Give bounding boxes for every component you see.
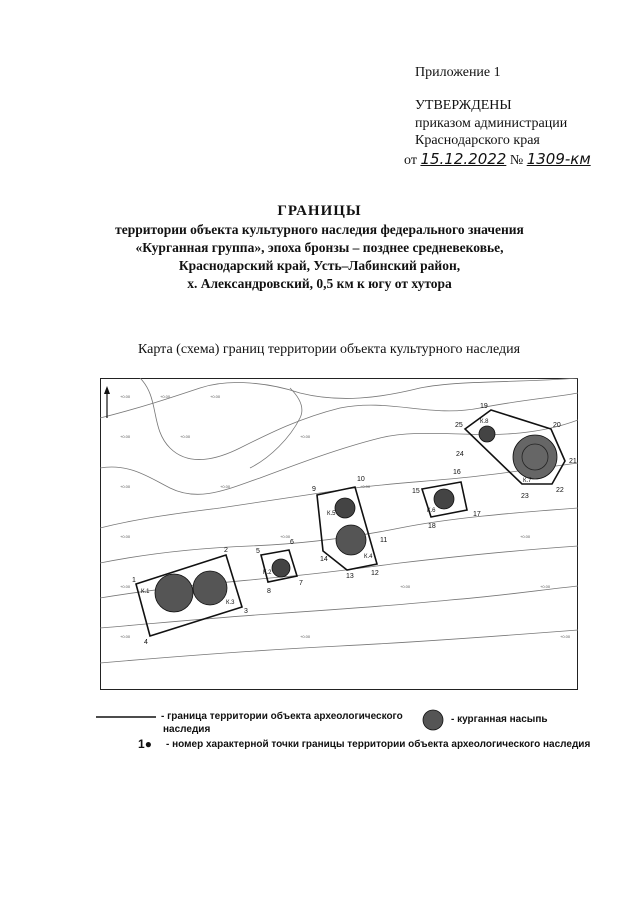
point-number: 1 xyxy=(132,577,136,584)
appendix-label: Приложение 1 xyxy=(415,65,501,80)
point-number: 13 xyxy=(346,573,354,580)
svg-text:+0.00: +0.00 xyxy=(280,534,291,539)
svg-text:+0.00: +0.00 xyxy=(180,434,191,439)
point-number: 22 xyxy=(556,487,564,494)
point-number: 15 xyxy=(412,488,420,495)
svg-text:+0.00: +0.00 xyxy=(220,484,231,489)
legend-boundary-label-2: наследия xyxy=(163,724,211,735)
svg-text:+0.00: +0.00 xyxy=(210,394,221,399)
document-title: ГРАНИЦЫ xyxy=(277,203,362,219)
kurgan-label: К.2 xyxy=(263,570,272,576)
point-number: 9 xyxy=(312,486,316,493)
point-number: 16 xyxy=(453,469,461,476)
number-prefix: № xyxy=(509,153,524,168)
legend-point-number: 1 xyxy=(138,737,145,751)
svg-text:+0.00: +0.00 xyxy=(120,634,131,639)
svg-text:+0.00: +0.00 xyxy=(540,584,551,589)
svg-text:+0.00: +0.00 xyxy=(400,584,411,589)
title-line-4: х. Александровский, 0,5 км к югу от хутора xyxy=(187,276,452,291)
point-number: 12 xyxy=(371,570,379,577)
order-line-2: Краснодарского края xyxy=(415,133,540,148)
point-dot-icon: ● xyxy=(144,737,152,751)
order-date-line xyxy=(404,151,591,169)
legend-point-label: - номер характерной точки границы территории объекта археологического наследия xyxy=(166,739,591,750)
kurgan-label: К.5 xyxy=(327,511,336,517)
point-number: 11 xyxy=(380,537,388,544)
title-line-2: «Курганная группа», эпоха бронзы – позднее средневековье, xyxy=(135,240,504,255)
svg-text:+0.00: +0.00 xyxy=(120,484,131,489)
point-number: 21 xyxy=(569,458,577,465)
kurgan-label: К.6 xyxy=(427,508,436,514)
map-caption: Карта (схема) границ территории объекта культурного наследия xyxy=(138,342,521,357)
point-number: 7 xyxy=(299,580,303,587)
point-number: 25 xyxy=(455,422,463,429)
svg-text:+0.00: +0.00 xyxy=(120,534,131,539)
point-number: 2 xyxy=(224,547,228,554)
svg-text:+0.00: +0.00 xyxy=(360,484,371,489)
point-number: 10 xyxy=(357,476,365,483)
point-number: 23 xyxy=(521,493,529,500)
point-number: 6 xyxy=(290,539,294,546)
svg-text:+0.00: +0.00 xyxy=(520,534,531,539)
date-prefix: от xyxy=(404,153,417,168)
order-line-1: приказом администрации xyxy=(415,116,568,131)
kurgan-label: К.4 xyxy=(364,554,373,560)
number-value: 1309-км xyxy=(526,150,591,168)
point-number: 5 xyxy=(256,548,260,555)
point-number: 8 xyxy=(267,588,271,595)
svg-text:+0.00: +0.00 xyxy=(120,434,131,439)
point-number: 20 xyxy=(553,422,561,429)
kurgan-label: К.8 xyxy=(480,419,489,425)
point-number: 19 xyxy=(480,403,488,410)
boundary-map xyxy=(100,378,578,690)
kurgan-label: К.3 xyxy=(226,600,235,606)
point-number: 14 xyxy=(320,556,328,563)
svg-text:+0.00: +0.00 xyxy=(300,634,311,639)
legend-boundary-line-icon xyxy=(96,714,156,720)
title-line-1: территории объекта культурного наследия федерального значения xyxy=(115,222,524,237)
title-line-3: Краснодарский край, Усть–Лабинский район, xyxy=(178,258,461,273)
svg-text:+0.00: +0.00 xyxy=(300,434,311,439)
point-number: 24 xyxy=(456,451,464,458)
legend-mound-icon xyxy=(422,709,444,731)
kurgan-label: К.1 xyxy=(141,589,150,595)
legend-point-symbol xyxy=(138,737,152,751)
date-value: 15.12.2022 xyxy=(420,150,507,168)
approved-label: УТВЕРЖДЕНЫ xyxy=(415,98,512,113)
kurgan-label: К.7 xyxy=(523,478,532,484)
legend-boundary-label: - граница территории объекта археологического xyxy=(161,711,403,722)
svg-text:+0.00: +0.00 xyxy=(120,394,131,399)
svg-text:+0.00: +0.00 xyxy=(120,584,131,589)
svg-text:+0.00: +0.00 xyxy=(160,394,171,399)
svg-text:+0.00: +0.00 xyxy=(560,634,571,639)
point-number: 18 xyxy=(428,523,436,530)
legend-mound-label: - курганная насыпь xyxy=(451,714,548,725)
point-number: 4 xyxy=(144,639,148,646)
point-number: 3 xyxy=(244,608,248,615)
point-number: 17 xyxy=(473,511,481,518)
